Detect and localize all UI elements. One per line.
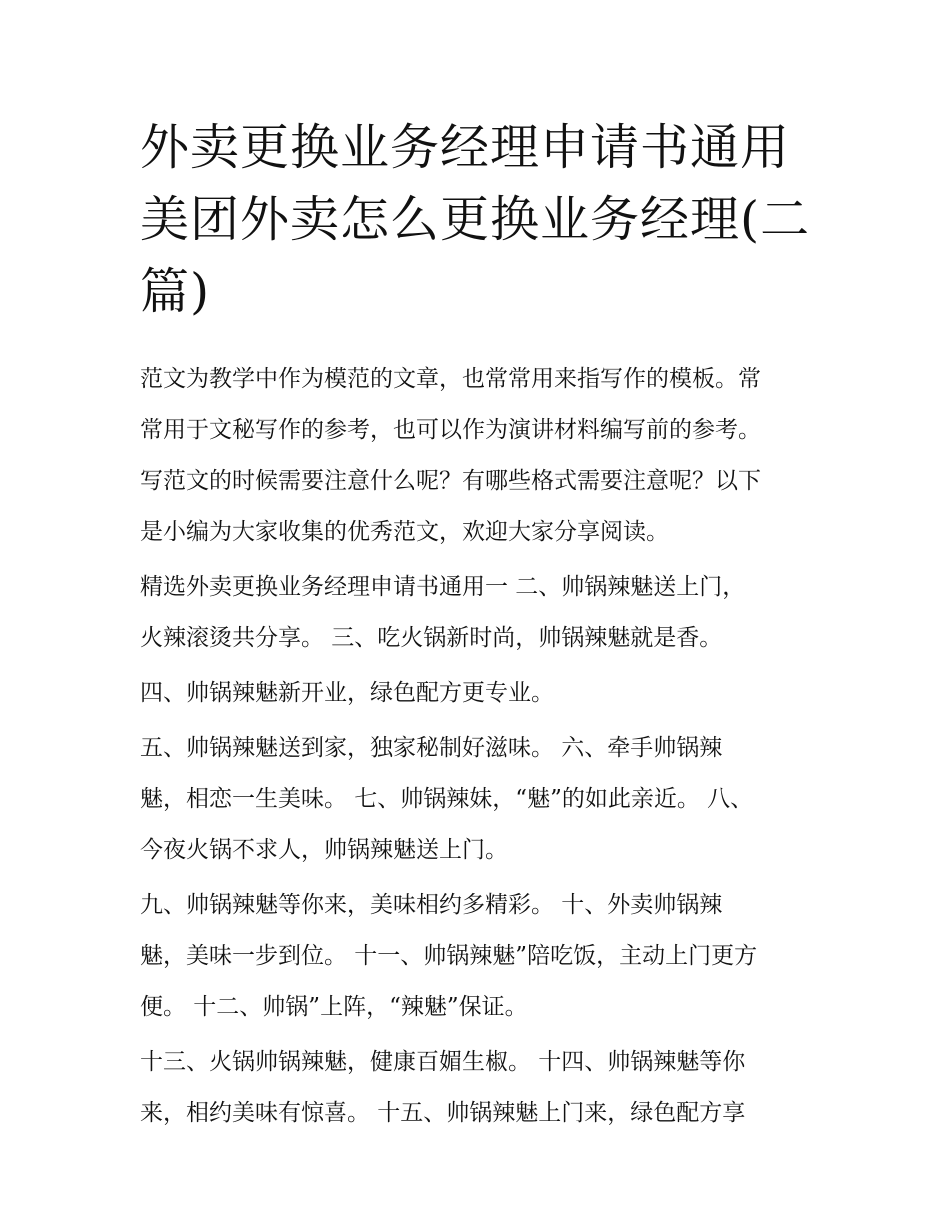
- text-line: 精选外卖更换业务经理申请书通用一 二、帅锅辣魅送上门，: [140, 574, 746, 600]
- text-line: 十三、火锅帅锅辣魅，健康百媚生椒。 十四、帅锅辣魅等你: [140, 1049, 746, 1075]
- body-paragraph: [140, 880, 820, 1033]
- text-line: 写范文的时候需要注意什么呢？有哪些格式需要注意呢？以下: [140, 468, 761, 494]
- text-line: 四、帅锅辣魅新开业，绿色配方更专业。: [140, 680, 554, 706]
- title-line: 篇): [140, 263, 211, 320]
- title-line: 外卖更换业务经理申请书通用: [140, 119, 791, 176]
- document-title: [140, 112, 820, 328]
- text-line: 常用于文秘写作的参考，也可以作为演讲材料编写前的参考。: [140, 417, 761, 443]
- text-line: 是小编为大家收集的优秀范文，欢迎大家分享阅读。: [140, 519, 669, 545]
- text-line: 火辣滚烫共分享。 三、吃火锅新时尚，帅锅辣魅就是香。: [140, 625, 723, 651]
- title-line: 美团外卖怎么更换业务经理(二: [140, 191, 811, 248]
- body-paragraph: [140, 723, 820, 876]
- text-line: 便。 十二、帅锅”上阵，“辣魅”保证。: [140, 994, 528, 1020]
- document-page: [140, 112, 820, 1143]
- body-paragraph: [140, 562, 820, 664]
- text-line: 来，相约美味有惊喜。 十五、帅锅辣魅上门来，绿色配方享: [140, 1100, 746, 1126]
- body-paragraph: [140, 1037, 820, 1139]
- text-line: 范文为教学中作为模范的文章，也常常用来指写作的模板。常: [140, 366, 761, 392]
- text-line: 九、帅锅辣魅等你来，美味相约多精彩。 十、外卖帅锅辣: [140, 892, 723, 918]
- document-body: [140, 354, 820, 1139]
- text-line: 五、帅锅辣魅送到家，独家秘制好滋味。 六、牵手帅锅辣: [140, 735, 723, 761]
- text-line: 魅，相恋一生美味。 七、帅锅辣妹，“魅”的如此亲近。 八、: [140, 786, 754, 812]
- intro-paragraph: [140, 354, 820, 558]
- text-line: 今夜火锅不求人，帅锅辣魅送上门。: [140, 837, 508, 863]
- body-paragraph: [140, 668, 820, 719]
- text-line: 魅，美味一步到位。 十一、帅锅辣魅”陪吃饭，主动上门更方: [140, 943, 758, 969]
